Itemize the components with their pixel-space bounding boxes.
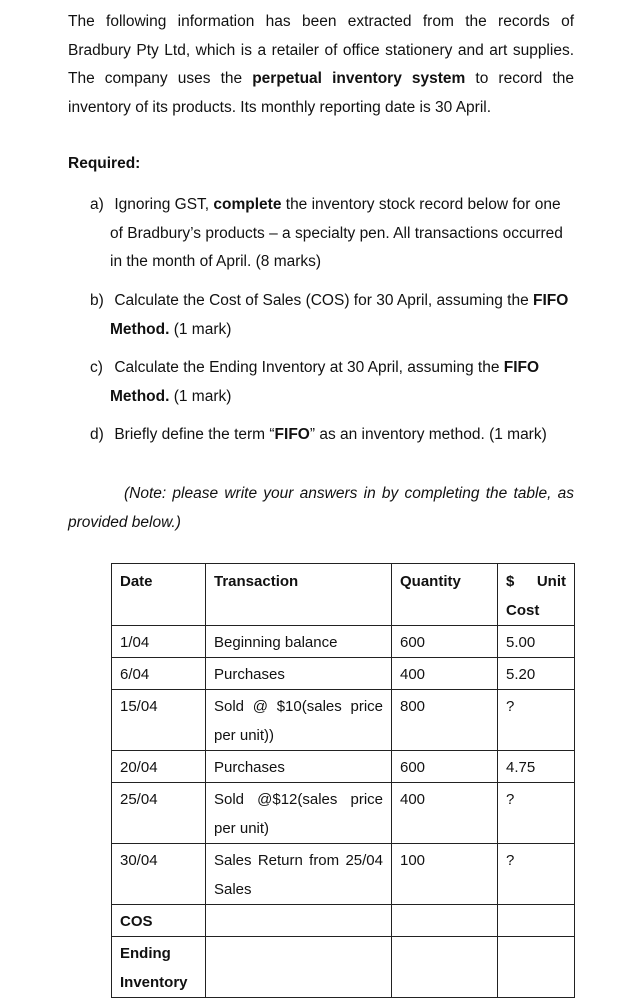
cell-unit-cost: ?	[498, 690, 575, 751]
intro-paragraph	[68, 8, 574, 122]
table-row-cos	[112, 905, 575, 937]
cell-transaction: Purchases	[206, 658, 392, 690]
question-d: d) Briefly define the term “FIFO” as an inventory method. (1 mark)	[90, 421, 574, 450]
header-transaction: Transaction	[206, 564, 392, 626]
required-heading: Required:	[68, 155, 141, 172]
cell-transaction: Sold @$12(sales price per unit)	[206, 783, 392, 844]
cell-quantity: 800	[392, 690, 498, 751]
cell-date: 6/04	[112, 658, 206, 690]
intro-emphasis: perpetual inventory system	[252, 70, 466, 87]
cell-unit-cost: 5.20	[498, 658, 575, 690]
cell-quantity: 600	[392, 626, 498, 658]
table-row	[112, 626, 575, 658]
table-row	[112, 844, 575, 905]
note	[68, 480, 574, 537]
cell-transaction: Sales Return from 25/04 Sales	[206, 844, 392, 905]
header-quantity: Quantity	[392, 564, 498, 626]
cell-date: 30/04	[112, 844, 206, 905]
question-b: b) Calculate the Cost of Sales (COS) for 30 April, assuming the FIFO Method. (1 mark)	[90, 287, 574, 344]
cell-empty	[498, 905, 575, 937]
table-row	[112, 783, 575, 844]
table-header-row	[112, 564, 575, 626]
question-c-label: c)	[90, 359, 103, 376]
cell-empty	[206, 937, 392, 998]
table-row	[112, 690, 575, 751]
cell-date: 25/04	[112, 783, 206, 844]
cell-quantity: 400	[392, 658, 498, 690]
intro-text-2: to record the inventory of its products. Its monthly reporting date is 30 April.	[68, 70, 574, 116]
cell-quantity: 400	[392, 783, 498, 844]
cell-empty	[206, 905, 392, 937]
cell-ending-inventory-label: Ending Inventory	[112, 937, 206, 998]
cell-quantity: 600	[392, 751, 498, 783]
table-row-ending-inventory	[112, 937, 575, 998]
cell-quantity: 100	[392, 844, 498, 905]
cell-empty	[392, 905, 498, 937]
question-c: c) Calculate the Ending Inventory at 30 April, assuming the FIFO Method. (1 mark)	[90, 354, 574, 411]
question-b-label: b)	[90, 292, 104, 309]
header-unit-cost: $ Unit Cost	[498, 564, 575, 626]
cell-unit-cost: 5.00	[498, 626, 575, 658]
question-d-label: d)	[90, 426, 104, 443]
cell-date: 20/04	[112, 751, 206, 783]
intro-text-1: The following information has been extracted from the records of Bradbury Pty Ltd, which is a retailer of office stationery and art supplies. The company uses the	[68, 13, 574, 87]
cell-date: 1/04	[112, 626, 206, 658]
cell-empty	[392, 937, 498, 998]
inventory-stock-record-table	[111, 563, 575, 998]
cell-transaction: Beginning balance	[206, 626, 392, 658]
cell-date: 15/04	[112, 690, 206, 751]
cell-unit-cost: ?	[498, 844, 575, 905]
cell-unit-cost: 4.75	[498, 751, 575, 783]
cell-empty	[498, 937, 575, 998]
table-row	[112, 658, 575, 690]
cell-transaction: Sold @ $10(sales price per unit))	[206, 690, 392, 751]
question-a-label: a)	[90, 196, 104, 213]
note-line-1: (Note: please write your answers in by completing the table, as	[124, 485, 574, 502]
note-line-2: provided below.)	[68, 513, 181, 531]
table-row	[112, 751, 575, 783]
cell-unit-cost: ?	[498, 783, 575, 844]
cell-cos-label: COS	[112, 905, 206, 937]
cell-transaction: Purchases	[206, 751, 392, 783]
header-date: Date	[112, 564, 206, 626]
question-a: a) Ignoring GST, complete the inventory stock record below for one of Bradbury’s products – a specialty pen. All transactions occurred in the month of April. (8 marks)	[90, 191, 574, 277]
